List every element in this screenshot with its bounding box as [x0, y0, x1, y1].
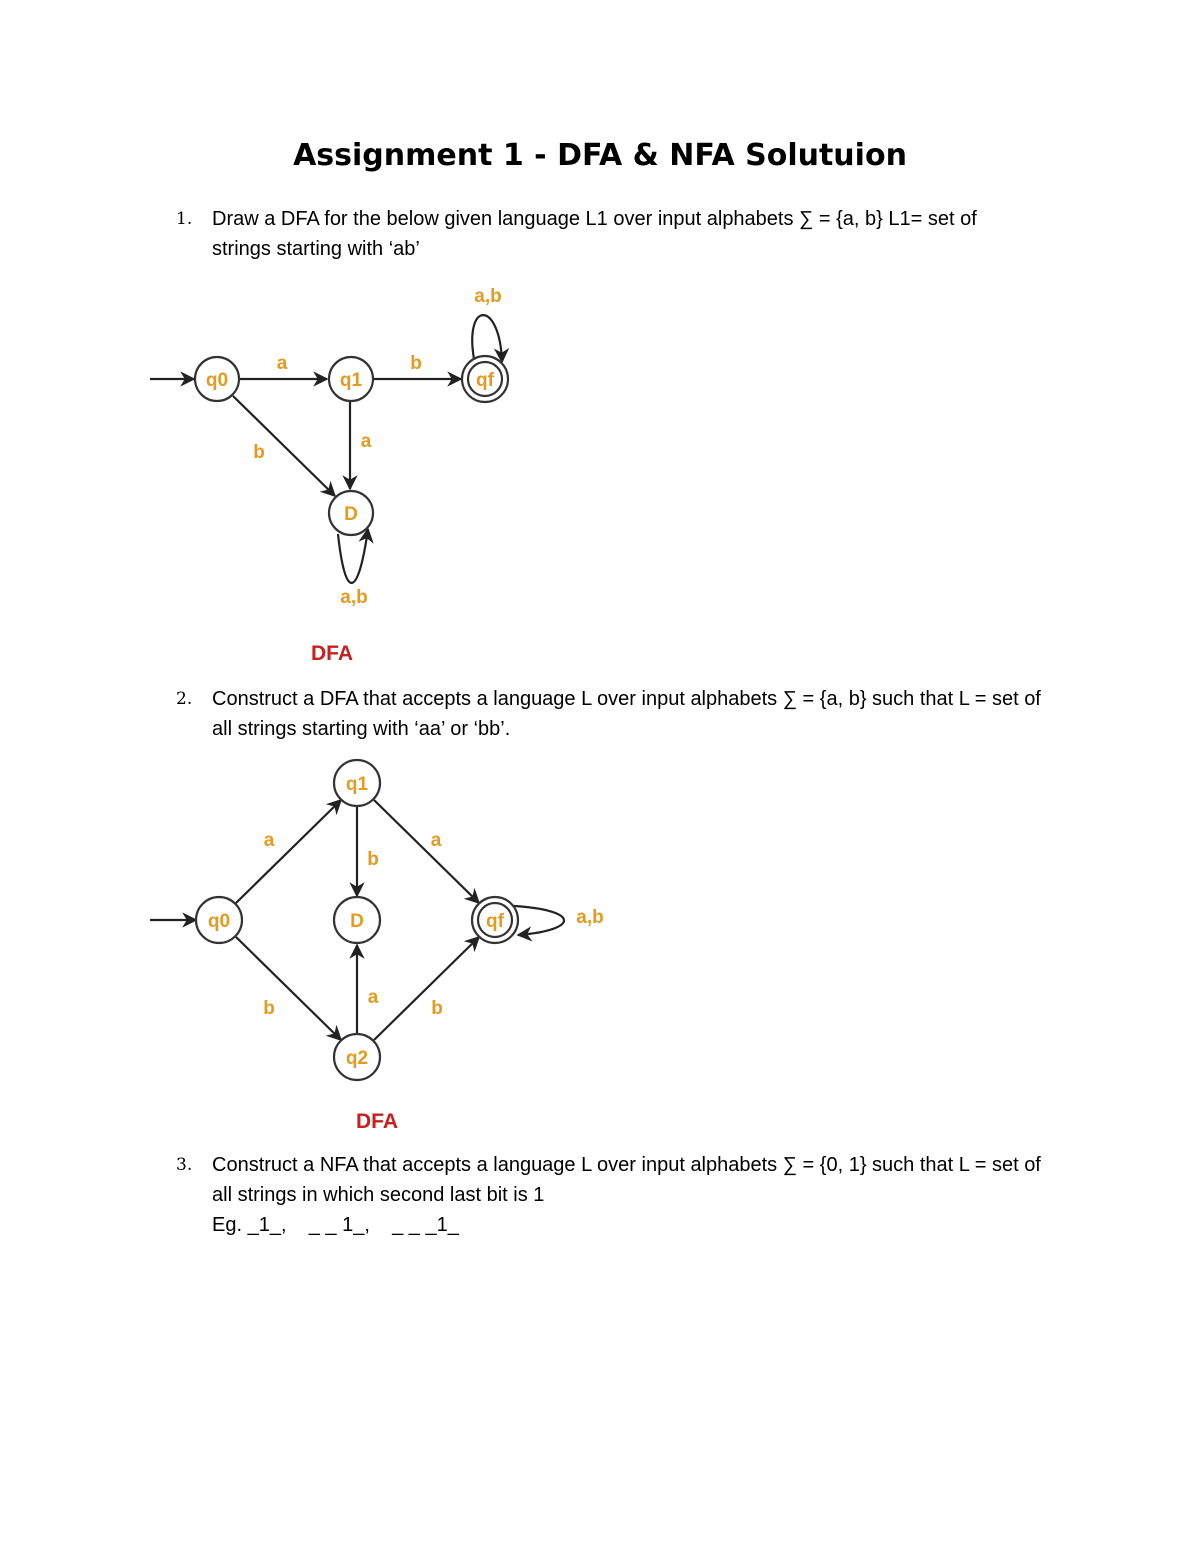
question-2 [176, 684, 1041, 744]
transition-label: a [263, 830, 275, 851]
question-number: 3. [176, 1155, 193, 1175]
question-text-line: all strings starting with ‘aa’ or ‘bb’. [212, 718, 511, 740]
question-text-line: all strings in which second last bit is 1 [212, 1184, 545, 1206]
state-label-q0: q0 [207, 911, 231, 932]
question-text-line: Construct a DFA that accepts a language L over input alphabets ∑ = {a, b} such that L = set of [212, 688, 1041, 710]
dfa-diagram-1 [0, 270, 1200, 690]
state-label-q2: q2 [345, 1048, 369, 1069]
question-number: 2. [176, 689, 193, 709]
state-label-qf: qf [486, 911, 504, 932]
question-number: 1. [176, 209, 193, 229]
transition-label: a [367, 987, 379, 1008]
dfa-diagram-2 [0, 750, 1200, 1150]
question-text-line: Draw a DFA for the below given language L1 over input alphabets ∑ = {a, b} L1= set of [212, 208, 977, 230]
state-label-q0: q0 [205, 370, 229, 391]
transition-label: b [367, 849, 379, 870]
page-title: Assignment 1 - DFA & NFA Solutuion [293, 138, 907, 173]
question-example-line: Eg. _1_, _ _ 1_, _ _ _1_ [212, 1214, 459, 1236]
loop-D [338, 529, 368, 583]
loop-qf [514, 906, 564, 935]
diagram-caption: DFA [356, 1110, 398, 1133]
question-text-line: strings starting with ‘ab’ [212, 238, 420, 260]
transition-label: a [430, 830, 442, 851]
question-1 [176, 204, 977, 264]
state-label-D: D [344, 504, 358, 525]
transition-label: b [253, 442, 265, 463]
state-label-q1: q1 [345, 774, 369, 795]
transition-label: a,b [340, 587, 368, 608]
transition-label: b [431, 998, 443, 1019]
transition-label: a [276, 353, 288, 374]
state-label-qf: qf [476, 370, 494, 391]
state-label-D: D [350, 911, 364, 932]
edge-q1-qf [374, 800, 479, 903]
edge-q0-q1 [236, 800, 341, 903]
transition-label: a,b [474, 286, 502, 307]
state-label-q1: q1 [339, 370, 363, 391]
edge-q2-qf [374, 937, 479, 1040]
diagram-caption: DFA [311, 642, 353, 665]
edge-q0-D [233, 396, 335, 496]
question-text-line: Construct a NFA that accepts a language L over input alphabets ∑ = {0, 1} such that L = set of [212, 1154, 1041, 1176]
edge-q0-q2 [236, 937, 341, 1040]
transition-label: b [410, 353, 422, 374]
transition-label: b [263, 998, 275, 1019]
question-3 [176, 1150, 1041, 1240]
transition-label: a,b [576, 907, 604, 928]
loop-qf [472, 315, 502, 362]
transition-label: a [360, 431, 372, 452]
